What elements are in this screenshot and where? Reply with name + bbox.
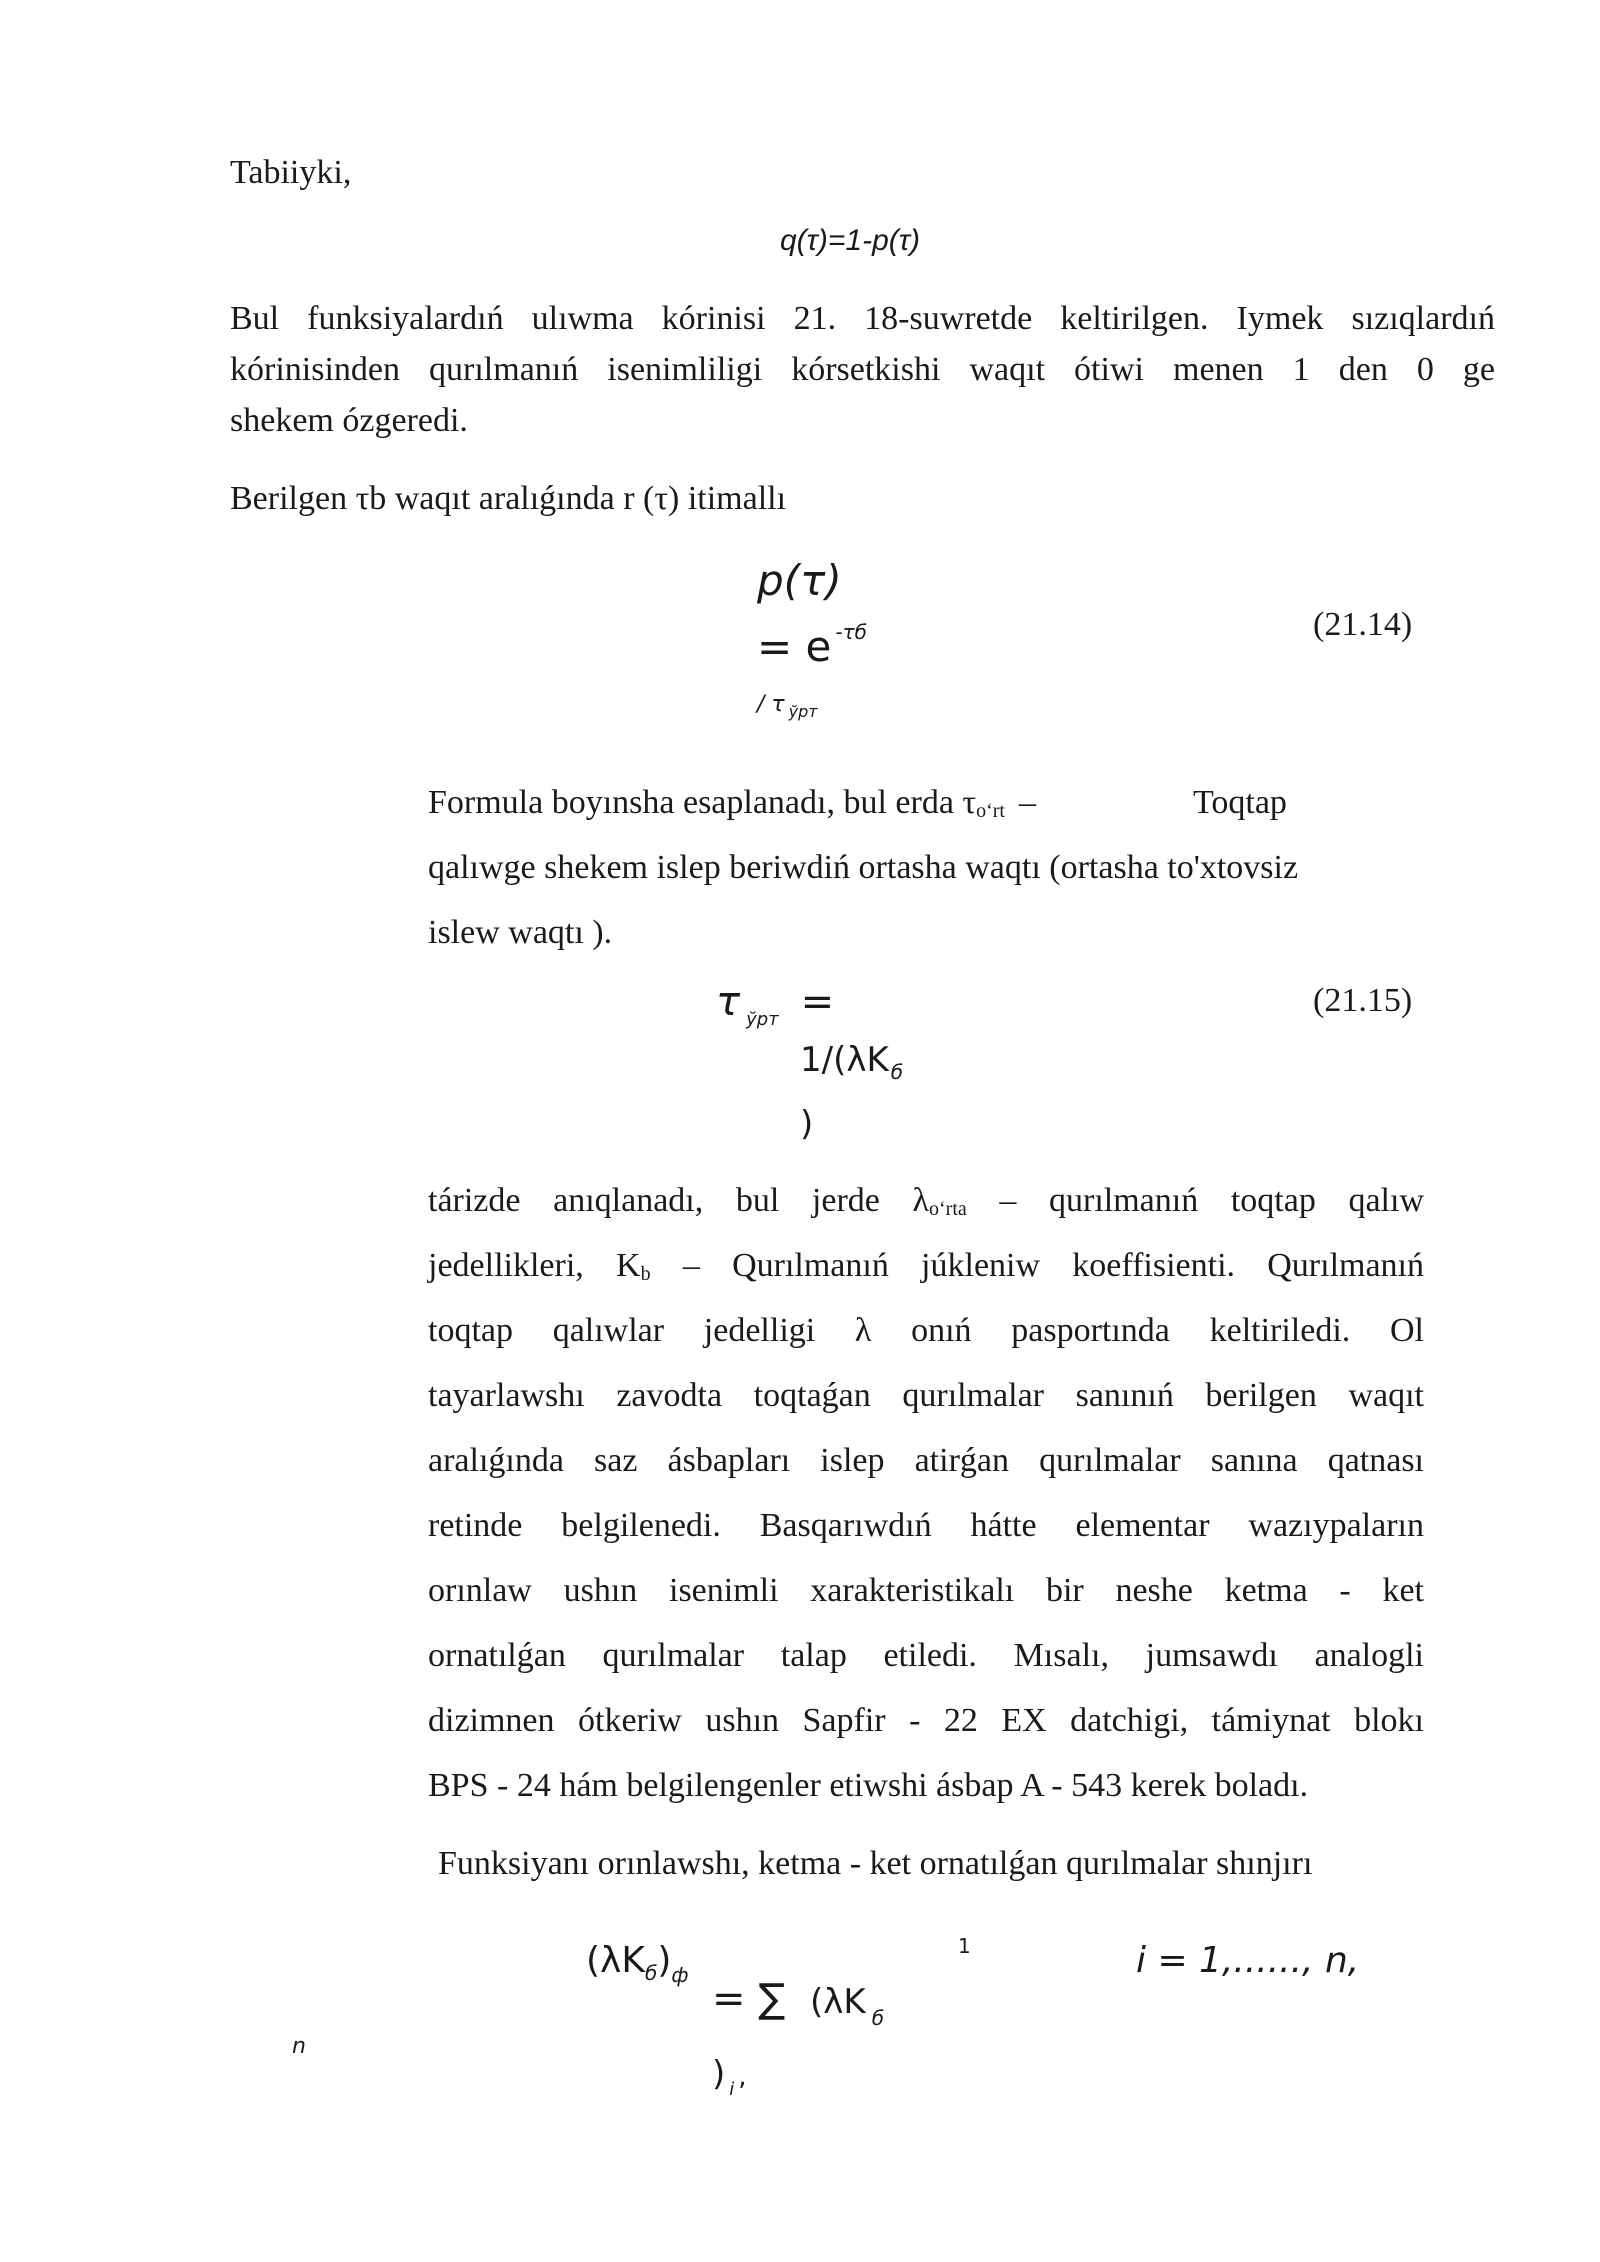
eq3-rhs-open: (λK	[810, 1982, 866, 2022]
eq3-lhs	[586, 1940, 688, 1987]
p4-l1-rest: – qurılmanıń toqtap qalıw	[966, 1182, 1424, 1219]
paragraph-1-line-1: Bul funksiyalardıń ulıwma kórinisi 21. 18-suwretde keltirilgen. Iymek sızıqlardıń	[230, 300, 1495, 337]
eq1-divisor-sub: ўрт	[788, 702, 818, 721]
p3-l1-sub: o‘rt	[976, 800, 1005, 822]
eq2-number: (21.15)	[1313, 982, 1413, 1019]
paragraph-3-line-2: qalıwge shekem islep beriwdiń ortasha waqtı (ortasha to'xtovsiz	[428, 849, 1299, 886]
eq3-range: i = 1,......, n,	[1136, 1940, 1360, 1981]
paragraph-4-line-9: dizimnen ótkeriw ushın Sapfir - 22 EX datchigi, támiynat blokı	[428, 1702, 1424, 1739]
p4-l2-sub: b	[640, 1263, 651, 1285]
eq1-line-1: p(τ)	[757, 556, 842, 605]
paragraph-1-line-2: kórinisinden qurılmanıń isenimliligi kórsetkishi waqıt ótiwi menen 1 den 0 ge	[230, 351, 1495, 388]
eq3-close	[712, 2054, 747, 2100]
eq1-equals-e: = e	[757, 622, 832, 671]
eq1-line-2	[757, 620, 867, 672]
paragraph-4-line-7: orınlaw ushın isenimli xarakteristikalı bir neshe ketma - ket	[428, 1572, 1424, 1609]
paragraph-3-toqtap: Toqtap	[1193, 784, 1287, 821]
eq2-tau: τ	[716, 979, 741, 1025]
eq3-lhs-close: )	[657, 1940, 672, 1981]
eq2-equals: =	[800, 979, 835, 1025]
eq2-line-1	[716, 978, 834, 1030]
paragraph-4-line-4: tayarlawshı zavodta toqtaǵan qurılmalar sanınıń berilgen waqıt	[428, 1377, 1424, 1414]
p3-l1-text: Formula boyınsha esaplanadı, bul erda τ	[428, 784, 977, 821]
eq3-lhs-open: (λK	[586, 1940, 645, 1981]
paragraph-5: Funksiyanı orınlawshı, ketma - ket ornatılǵan qurılmalar shınjırı	[438, 1845, 1313, 1882]
eq2-expr: 1/(λK	[800, 1040, 889, 1080]
intro-text: Tabiiyki,	[230, 154, 352, 191]
paragraph-1-line-3: shekem ózgeredi.	[230, 402, 468, 439]
eq3-lower-limit: n	[292, 2034, 306, 2059]
paragraph-3-line-3: islew waqtı ).	[428, 914, 613, 951]
paragraph-2: Berilgen τb waqıt aralıǵında r (τ) itimallı	[230, 480, 787, 517]
eq3-close-sub: i	[729, 2079, 735, 2100]
eq2-line-2	[800, 1040, 903, 1084]
eq3-lhs-sub2: ф	[671, 1963, 689, 1987]
paragraph-4-line-3: toqtap qalıwlar jedelligi λ onıń pasportında keltiriledi. Ol	[428, 1312, 1424, 1349]
eq3-rhs-sub: б	[871, 2006, 885, 2030]
eq1-divisor: / τ	[757, 692, 785, 717]
paragraph-4-line-6: retinde belgilenedi. Basqarıwdıń hátte elementar wazıypaların	[428, 1507, 1424, 1544]
paragraph-4-line-10: BPS - 24 hám belgilengenler etiwshi ásbap A - 543 kerek boladı.	[428, 1767, 1309, 1804]
eq1-line-3	[757, 692, 818, 721]
eq3-rhs	[810, 1982, 884, 2030]
paragraph-3-line-1	[428, 784, 1036, 823]
eq2-expr-sub: б	[890, 1060, 904, 1084]
formula-q: q(τ)=1-p(τ)	[780, 224, 920, 257]
eq2-line-3: )	[800, 1104, 814, 1144]
p4-l2-text: jedellikleri, K	[428, 1247, 641, 1284]
eq2-tau-sub: ўрт	[746, 1009, 779, 1030]
p4-l2-rest: – Qurılmanıń júkleniw koeffisienti. Qurılmanıń	[650, 1247, 1425, 1284]
eq3-equals-sum: = ∑	[712, 1976, 786, 2022]
paragraph-4-line-8: ornatılǵan qurılmalar talap etiledi. Mısalı, jumsawdı analogli	[428, 1637, 1424, 1674]
eq3-close-paren: )	[712, 2054, 726, 2094]
eq3-comma: ,	[738, 2062, 747, 2092]
eq1-exponent: -τб	[835, 620, 867, 644]
eq3-lhs-sub1: б	[644, 1961, 658, 1985]
eq3-upper-limit: 1	[958, 1934, 971, 1958]
p4-l1-sub: o‘rta	[929, 1198, 967, 1220]
paragraph-4-line-5: aralıǵında saz ásbapları islep atirǵan qurılmalar sanına qatnası	[428, 1442, 1424, 1479]
paragraph-4-line-1	[428, 1182, 1424, 1221]
eq1-number: (21.14)	[1313, 606, 1413, 643]
p4-l1-text: tárizde anıqlanadı, bul jerde λ	[428, 1182, 929, 1219]
paragraph-4-line-2	[428, 1247, 1424, 1286]
p3-l1-dash: –	[1018, 784, 1036, 821]
